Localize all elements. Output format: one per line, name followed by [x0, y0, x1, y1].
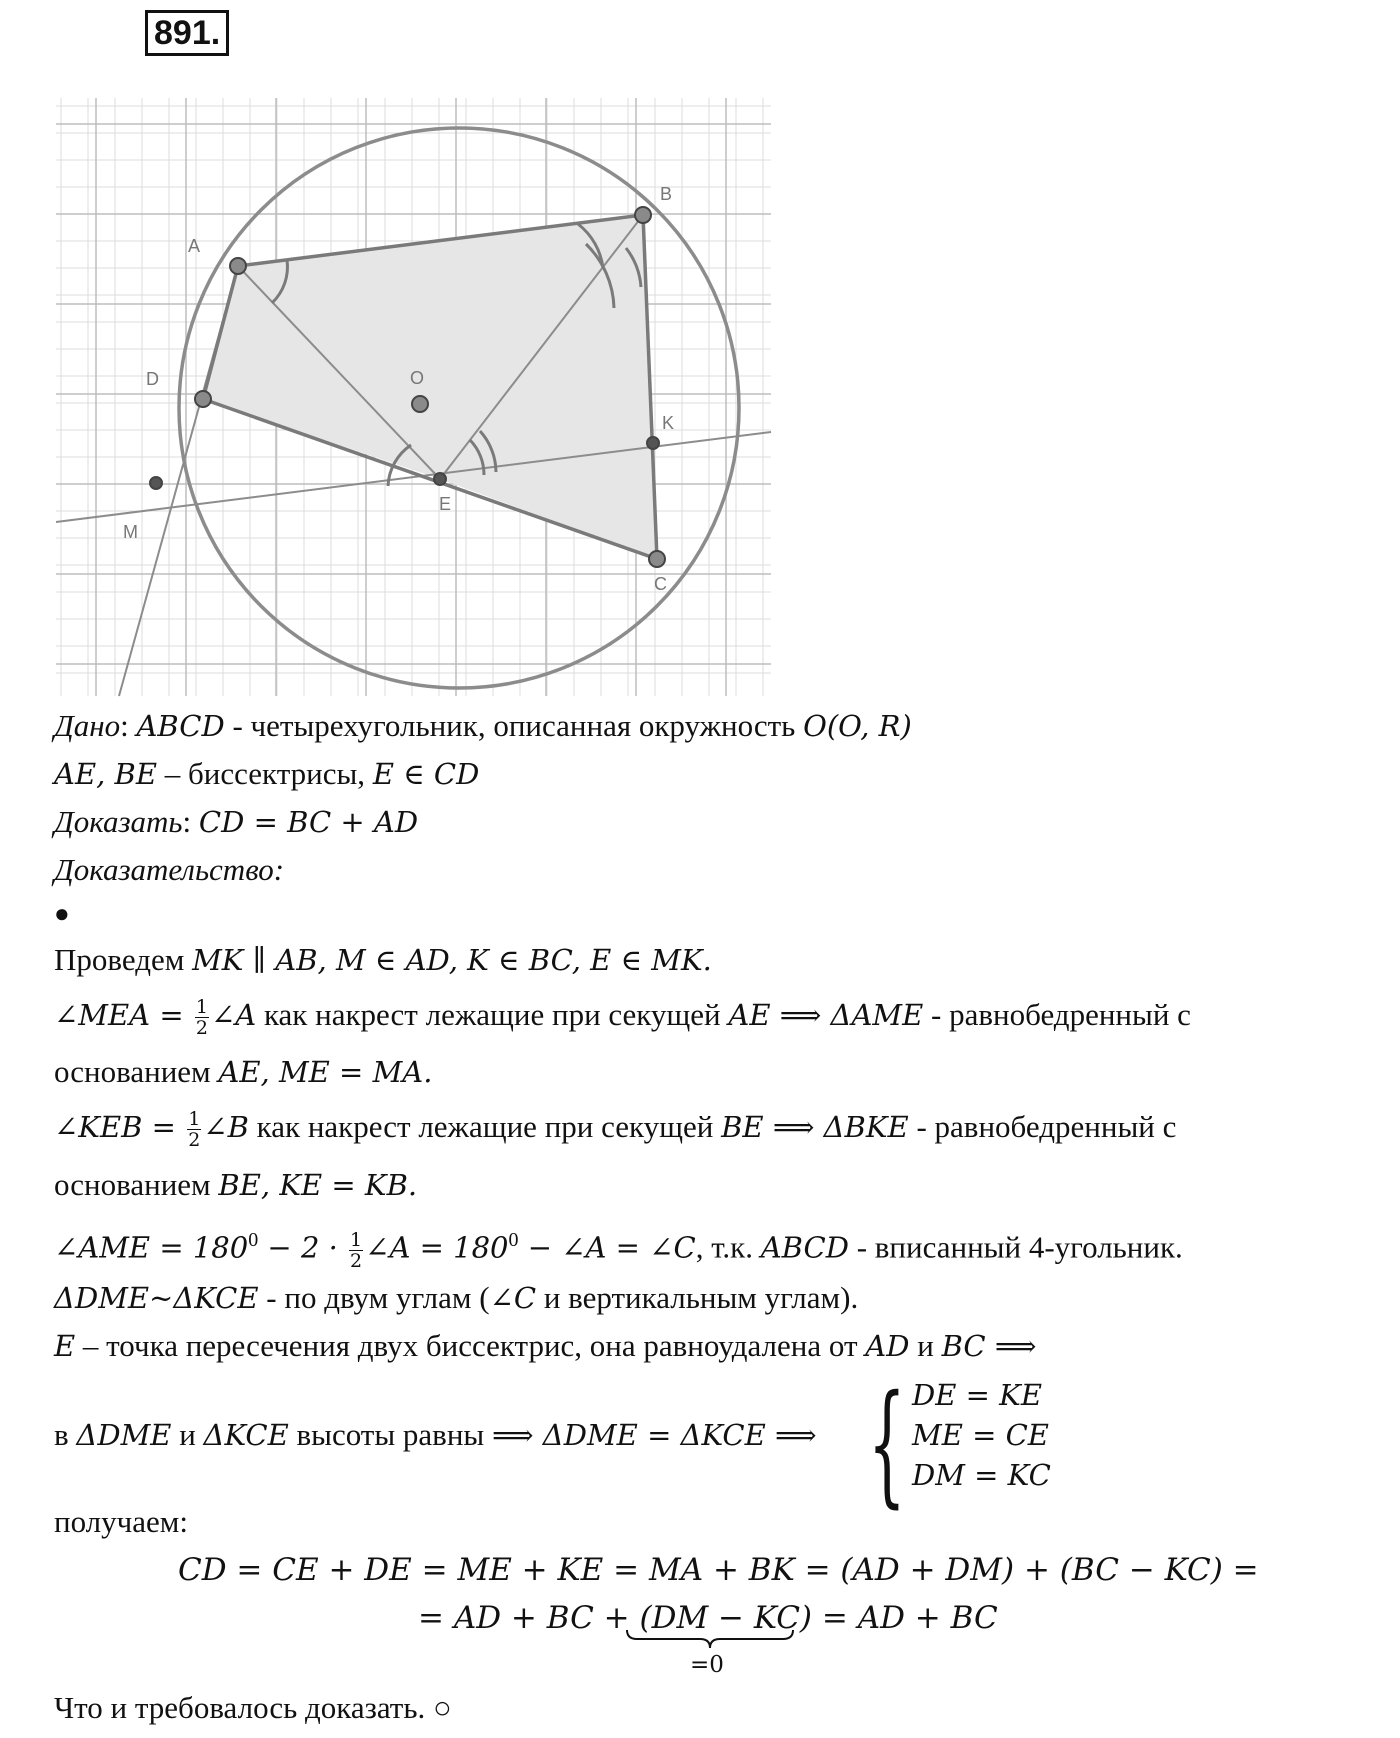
- obtain-label: получаем:: [54, 1504, 188, 1539]
- label-o: O: [410, 368, 425, 388]
- underbrace: [625, 1628, 795, 1650]
- proof-line-6: ∠AME = $180^0 - 2$ · $\frac{1}{2}$ ∠A = $180^0$ − ∠A = ∠C, т.к. ABCD - вписанный 4-угольник.: [54, 1228, 1183, 1272]
- final-equation-2: = AD + BC + (DM − KC) = AD + BC: [418, 1600, 998, 1636]
- problem-number: 891.: [145, 10, 229, 56]
- label-a: A: [188, 236, 201, 256]
- system-brace: {: [868, 1367, 906, 1521]
- label-b: B: [660, 184, 673, 204]
- underbrace-label: =0: [690, 1652, 724, 1678]
- label-e: E: [439, 494, 452, 514]
- system-eq-2: ME = CE: [912, 1418, 1049, 1452]
- proof-label: Доказательство:: [54, 852, 285, 887]
- proof-line-9: в ΔDME и ΔKCE высоты равны ⟹ ΔDME = ΔKCE ⟹: [54, 1417, 817, 1452]
- system-eq-3: DM = KC: [912, 1458, 1051, 1492]
- bisectors-line: AE, BE – биссектрисы, E ∈ CD: [54, 756, 480, 791]
- bullet: ●: [54, 899, 70, 928]
- label-k: K: [662, 413, 675, 433]
- proof-line-4: ∠KEB = $\frac{1}{2}$ ∠B как накрест лежащие при секущей BE ⟹ ΔBKE - равнобедренный с: [54, 1108, 1177, 1152]
- proof-line-5: основанием BE, KE = KB.: [54, 1167, 418, 1202]
- proof-line-2: ∠MEA = $\frac{1}{2}$ ∠A как накрест лежащие при секущей AE ⟹ ΔAME - равнобедренный с: [54, 996, 1191, 1040]
- proof-line-7: ΔDME~ΔKCE - по двум углам (∠C и вертикальным углам).: [54, 1280, 859, 1315]
- given-line: Дано: ABCD - четырехугольник, описанная окружность O(O, R): [54, 708, 912, 743]
- qed-line: Что и требовалось доказать. ○: [54, 1690, 452, 1725]
- label-d: D: [146, 369, 159, 389]
- geometry-figure: [56, 98, 776, 698]
- prove-line: Доказать: CD = BC + AD: [54, 804, 419, 839]
- label-c: C: [654, 574, 667, 594]
- label-m: M: [123, 522, 138, 542]
- proof-line-3: основанием AE, ME = MA.: [54, 1054, 433, 1089]
- proof-line-1: Проведем MK ∥ AB, M ∈ AD, K ∈ BC, E ∈ MK.: [54, 942, 712, 977]
- final-equation-1: CD = CE + DE = ME + KE = MA + BK = (AD + DM) + (BC − KC) =: [178, 1552, 1259, 1588]
- proof-line-8: E – точка пересечения двух биссектрис, она равноудалена от AD и BC ⟹: [54, 1328, 1037, 1363]
- system-eq-1: DE = KE: [912, 1378, 1042, 1412]
